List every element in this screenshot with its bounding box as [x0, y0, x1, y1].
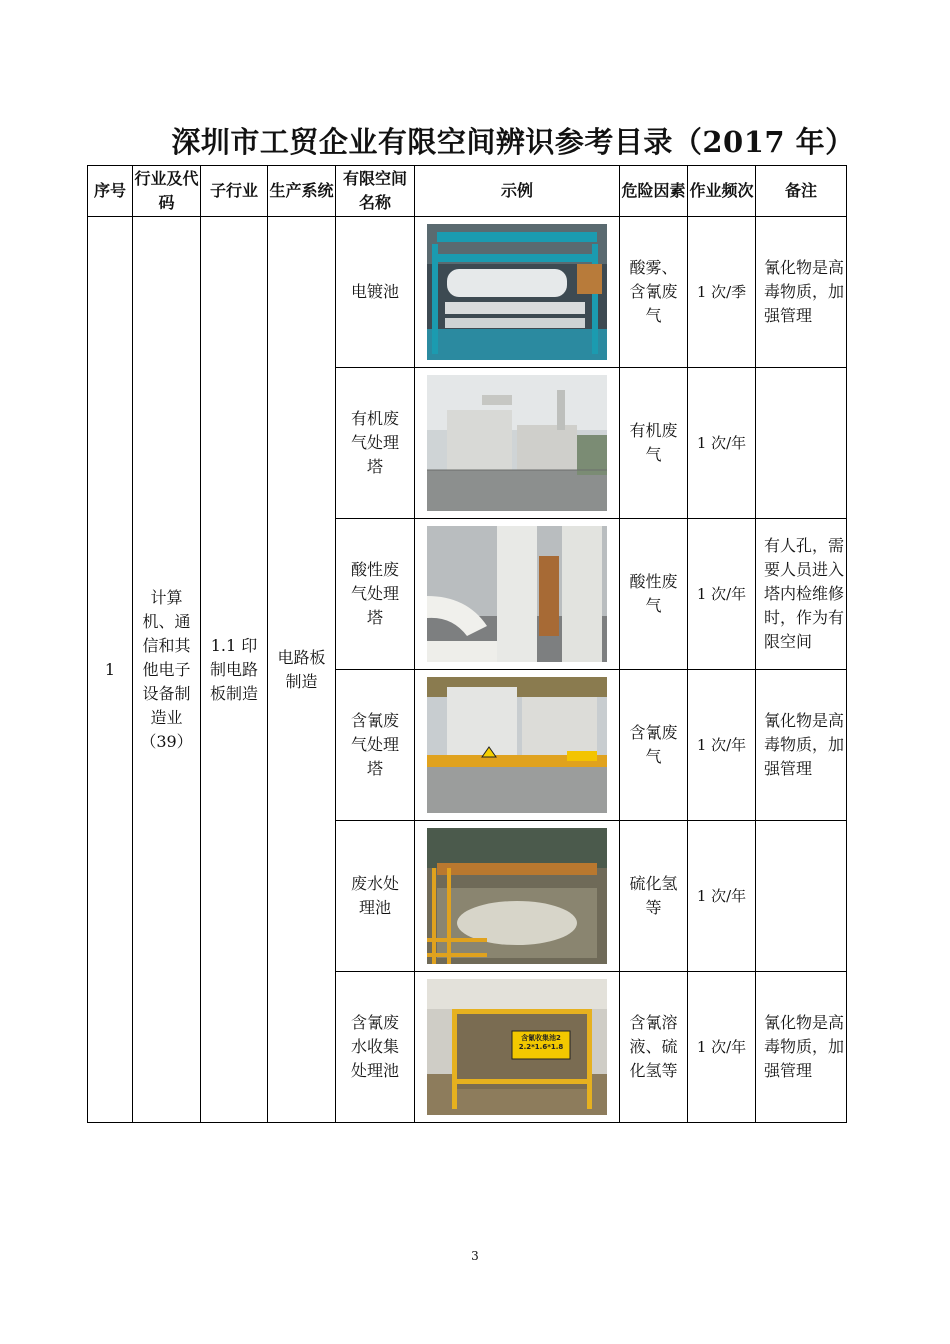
- header-sub-industry: 子行业: [201, 166, 268, 217]
- organic-exhaust-tower-photo: [427, 375, 607, 511]
- note: 氰化物是高毒物质，加强管理: [756, 972, 847, 1123]
- space-name: 酸性废气处理塔: [336, 519, 415, 670]
- frequency: 1 次/年: [688, 670, 756, 821]
- space-name: 电镀池: [336, 217, 415, 368]
- frequency: 1 次/季: [688, 217, 756, 368]
- header-index: 序号: [88, 166, 133, 217]
- example-cell: [415, 821, 620, 972]
- frequency: 1 次/年: [688, 368, 756, 519]
- note: 氰化物是高毒物质，加强管理: [756, 217, 847, 368]
- note: 氰化物是高毒物质，加强管理: [756, 670, 847, 821]
- hazard: 有机废气: [620, 368, 688, 519]
- photo-sign-label: 含氰收集池2 2.2*1.6*1.8: [518, 1034, 564, 1051]
- space-name: 废水处理池: [336, 821, 415, 972]
- frequency: 1 次/年: [688, 519, 756, 670]
- hazard: 酸性废气: [620, 519, 688, 670]
- cyanide-exhaust-tower-photo: [427, 677, 607, 813]
- example-cell: [415, 670, 620, 821]
- electroplating-tank-photo: [427, 224, 607, 360]
- hazard: 酸雾、含氰废气: [620, 217, 688, 368]
- header-hazard: 危险因素: [620, 166, 688, 217]
- example-cell: [415, 972, 620, 1123]
- page-number: 3: [471, 1249, 479, 1263]
- header-row: [88, 166, 847, 217]
- acid-exhaust-tower-photo: [427, 526, 607, 662]
- header-system: 生产系统: [268, 166, 336, 217]
- hazard: 含氰废气: [620, 670, 688, 821]
- space-name: 含氰废水收集处理池: [336, 972, 415, 1123]
- group-industry: 计算机、通信和其他电子设备制造业（39）: [133, 217, 201, 1123]
- space-name: 含氰废气处理塔: [336, 670, 415, 821]
- example-cell: [415, 519, 620, 670]
- header-space-name: 有限空间名称: [336, 166, 415, 217]
- header-frequency: 作业频次: [688, 166, 756, 217]
- table-row: [88, 217, 847, 368]
- wastewater-pool-photo: [427, 828, 607, 964]
- page-title: 深圳市工贸企业有限空间辨识参考目录（2017 年）: [171, 125, 855, 159]
- hazard: 含氰溶液、硫化氢等: [620, 972, 688, 1123]
- note: 有人孔，需要人员进入塔内检维修时，作为有限空间: [756, 519, 847, 670]
- confined-space-table: [87, 165, 847, 1123]
- note: [756, 821, 847, 972]
- group-index: 1: [88, 217, 133, 1123]
- example-cell: [415, 368, 620, 519]
- hazard: 硫化氢等: [620, 821, 688, 972]
- example-cell: [415, 217, 620, 368]
- note: [756, 368, 847, 519]
- header-example: 示例: [415, 166, 620, 217]
- cyanide-wastewater-pool-photo: [427, 979, 607, 1115]
- header-industry: 行业及代码: [133, 166, 201, 217]
- space-name: 有机废气处理塔: [336, 368, 415, 519]
- frequency: 1 次/年: [688, 821, 756, 972]
- header-note: 备注: [756, 166, 847, 217]
- group-system: 电路板制造: [268, 217, 336, 1123]
- group-sub-industry: 1.1 印制电路板制造: [201, 217, 268, 1123]
- frequency: 1 次/年: [688, 972, 756, 1123]
